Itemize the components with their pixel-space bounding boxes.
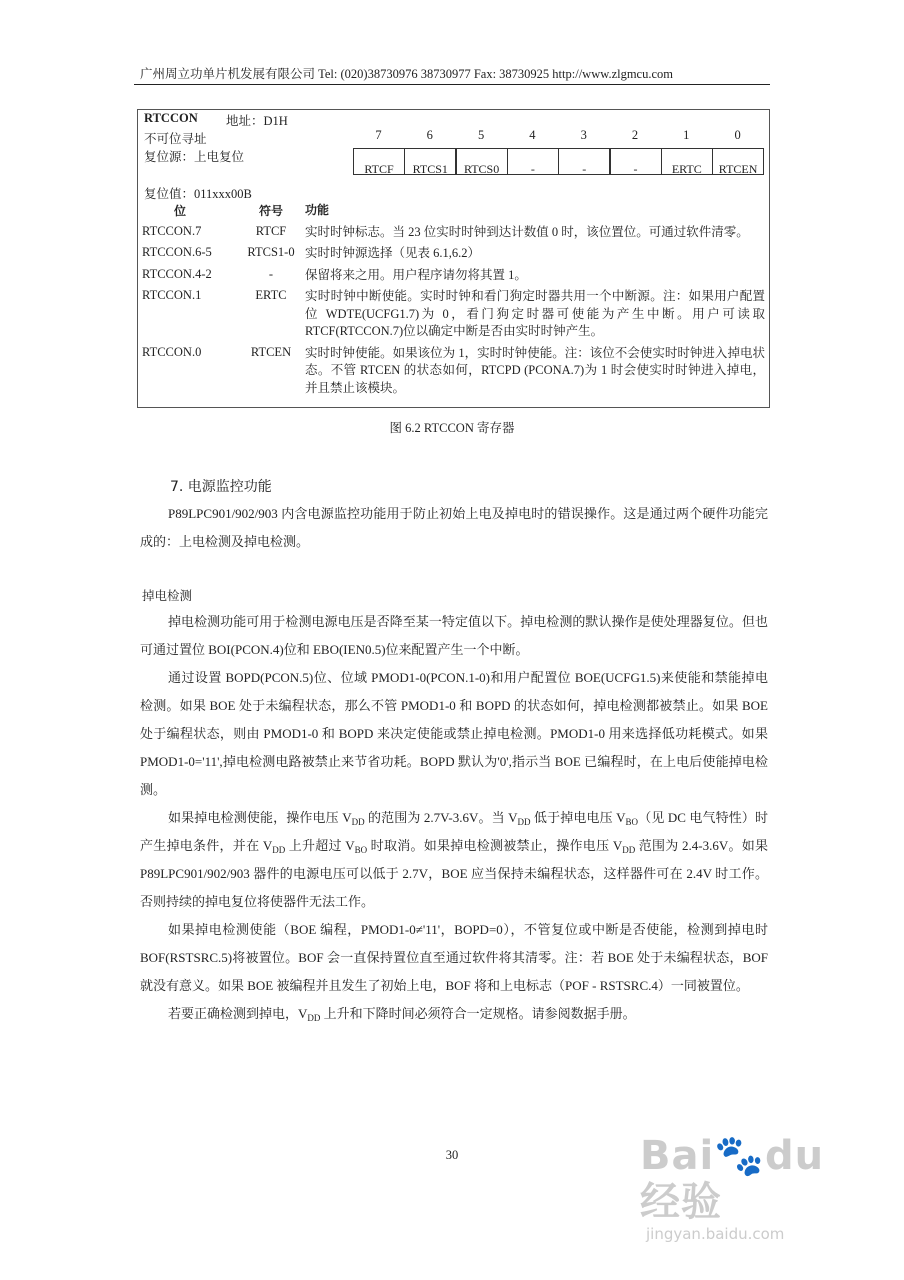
bit-cell: RTCCON.4-2 xyxy=(142,266,212,281)
bit-number: 6 xyxy=(426,128,433,142)
bit-cell: RTCEN xyxy=(712,148,764,175)
symbol-cell: RTCS1-0 xyxy=(247,245,295,259)
register-name: RTCCON xyxy=(144,111,198,125)
table-row xyxy=(138,345,769,398)
addressable-label: 不可位寻址 xyxy=(144,132,207,146)
function-cell: 实时时钟标志。当 23 位实时时钟到达计数值 0 时，该位置位。可通过软件清零。 xyxy=(305,224,749,239)
reset-value: 复位值：011xxx00B xyxy=(144,187,252,201)
bit-cell: RTCCON.1 xyxy=(142,288,202,302)
bit-cell: RTCCON.6-5 xyxy=(142,245,212,259)
text-run: 如果掉电检测使能，操作电压 V xyxy=(168,810,352,825)
symbol-cell: - xyxy=(268,266,274,281)
text-run: 掉电检测功能可用于检测电源电压是否降至某一特定值以下。掉电检测的默认操作是使处理器复位。但也可通过置位 BOI(PCON.4)位和 EBO(IEN0.5)位来配置产生一个中断。 xyxy=(140,614,768,657)
subscript: DD xyxy=(272,845,286,855)
symbol-cell: RTCF xyxy=(255,223,287,238)
text-run: 的范围为 2.7V-3.6V。当 V xyxy=(364,810,518,825)
text-run: 低于掉电电压 V xyxy=(530,810,626,825)
table-row xyxy=(138,267,769,285)
bit-number: 5 xyxy=(477,128,485,142)
bit-number: 1 xyxy=(683,128,690,142)
text-run: 范围为 2.4-3.6V。如果 P89LPC901/902/903 器件的电源电压可以低于 2.7V，BOE 应当保持未编程状态，这样器件可在 2.4V 时工作。否则持续的掉电复位将使器件无法工作。 xyxy=(140,838,768,909)
intro-paragraph xyxy=(140,500,768,556)
table-row xyxy=(138,288,769,341)
subsection-heading: 掉电检测 xyxy=(142,588,193,603)
function-cell: 保留将来之用。用户程序请勿将其置 1。 xyxy=(305,267,527,282)
text-run: 上升和下降时间必须符合一定规格。请参阅数据手册。 xyxy=(320,1006,636,1021)
body-paragraph xyxy=(140,608,768,664)
bit-cell: - xyxy=(507,148,559,175)
symbol-cell: ERTC xyxy=(255,288,287,302)
bit-number: 2 xyxy=(631,128,639,142)
bit-cell: ERTC xyxy=(661,148,713,175)
baidu-jingyan-watermark: Bai🐾du 经验 jingyan.baidu.com xyxy=(640,1133,825,1243)
subscript: BO xyxy=(354,845,368,855)
column-header-function: 功能 xyxy=(305,203,330,217)
text-run: P89LPC901/902/903 内含电源监控功能用于防止初始上电及掉电时的错误操作。这是通过两个硬件功能完成的：上电检测及掉电检测。 xyxy=(140,506,768,549)
bit-cell: RTCCON.7 xyxy=(142,223,202,238)
bit-cell: RTCF xyxy=(353,148,405,175)
subscript: DD xyxy=(517,817,531,827)
bit-cell: RTCS0 xyxy=(456,148,508,175)
column-header-bit: 位 xyxy=(174,204,187,218)
body-paragraph xyxy=(140,664,768,804)
table-row xyxy=(138,224,769,242)
function-cell: 实时时钟源选择（见表 6.1,6.2） xyxy=(305,246,481,260)
bit-cell: RTCCON.0 xyxy=(142,344,202,359)
bit-number: 4 xyxy=(529,128,536,142)
text-run: 时取消。如果掉电检测被禁止，操作电压 V xyxy=(367,838,623,853)
bit-cell: - xyxy=(558,148,610,175)
bit-number: 7 xyxy=(375,128,382,142)
text-run: 若要正确检测到掉电，V xyxy=(168,1006,308,1021)
register-table xyxy=(137,109,770,408)
page-number: 30 xyxy=(445,1148,459,1162)
subscript: DD xyxy=(351,817,365,827)
bit-number: 0 xyxy=(734,128,741,142)
body-paragraph xyxy=(140,1000,768,1028)
text-run: 上升超过 V xyxy=(285,838,355,853)
body-paragraph xyxy=(140,916,768,1000)
section-heading: 7. 电源监控功能 xyxy=(170,479,272,495)
bit-cell: RTCS1 xyxy=(404,148,456,175)
column-header-symbol: 符号 xyxy=(258,204,283,218)
subscript: DD xyxy=(307,1013,321,1023)
page-header: 广州周立功单片机发展有限公司 Tel: (020)38730976 38730977 Fax: 38730925 http://www.zlgmcu.com xyxy=(140,67,674,81)
table-row xyxy=(138,245,769,263)
symbol-cell: RTCEN xyxy=(250,344,292,359)
subscript: DD xyxy=(622,845,636,855)
body-paragraph xyxy=(140,804,768,916)
function-cell: 实时时钟使能。如果该位为 1，实时时钟使能。注：该位不会使实时时钟进入掉电状态。不管 RTCEN 的状态如何，RTCPD (PCONA.7)为 1 时会使实时时钟进入掉电，并且禁止该模块。 xyxy=(305,345,765,395)
function-cell: 实时时钟中断使能。实时时钟和看门狗定时器共用一个中断源。注：如果用户配置位 WDTE(UCFG1.7)为 0，看门狗定时器可使能为产生中断。用户可读取 RTCF(RTCCON.7)位以确定中断是否由实时时钟产生。 xyxy=(305,289,765,338)
bit-number: 3 xyxy=(580,128,587,142)
register-address: 地址：D1H xyxy=(226,114,288,128)
bit-cell: - xyxy=(610,148,662,175)
text-run: 通过设置 BOPD(PCON.5)位、位域 PMOD1-0(PCON.1-0)和用户配置位 BOE(UCFG1.5)来使能和禁能掉电检测。如果 BOE 处于未编程状态，那么不管 PMOD1-0 和 BOPD 的状态如何，掉电检测都被禁止。如果 BOE 处于编程状态，则由 PMOD1-0 和 BOPD 来决定使能或禁止掉电检测。PMOD1-0 用来选择低功耗模式。如果 PMOD1-0='11',掉电检测电路被禁止来节省功耗。BOPD 默认为'0',指示当 BOE 已编程时，在上电后使能掉电检测。 xyxy=(140,670,768,797)
text-run: 如果掉电检测使能（BOE 编程，PMOD1-0≠'11'，BOPD=0），不管复位或中断是否使能，检测到掉电时 BOF(RSTSRC.5)将被置位。BOF 会一直保持置位直至通过软件将其清零。注：若 BOE 处于未编程状态，BOF 就没有意义。如果 BOE 被编程并且发生了初始上电，BOF 将和上电标志（POF - RSTSRC.4）一同被置位。 xyxy=(140,922,768,993)
subscript: BO xyxy=(625,817,639,827)
text-run: （见 DC 电气特性）时产生掉电条件，并在 V xyxy=(140,810,769,853)
figure-caption: 图 6.2 RTCCON 寄存器 xyxy=(389,421,515,435)
reset-source: 复位源：上电复位 xyxy=(144,150,245,164)
